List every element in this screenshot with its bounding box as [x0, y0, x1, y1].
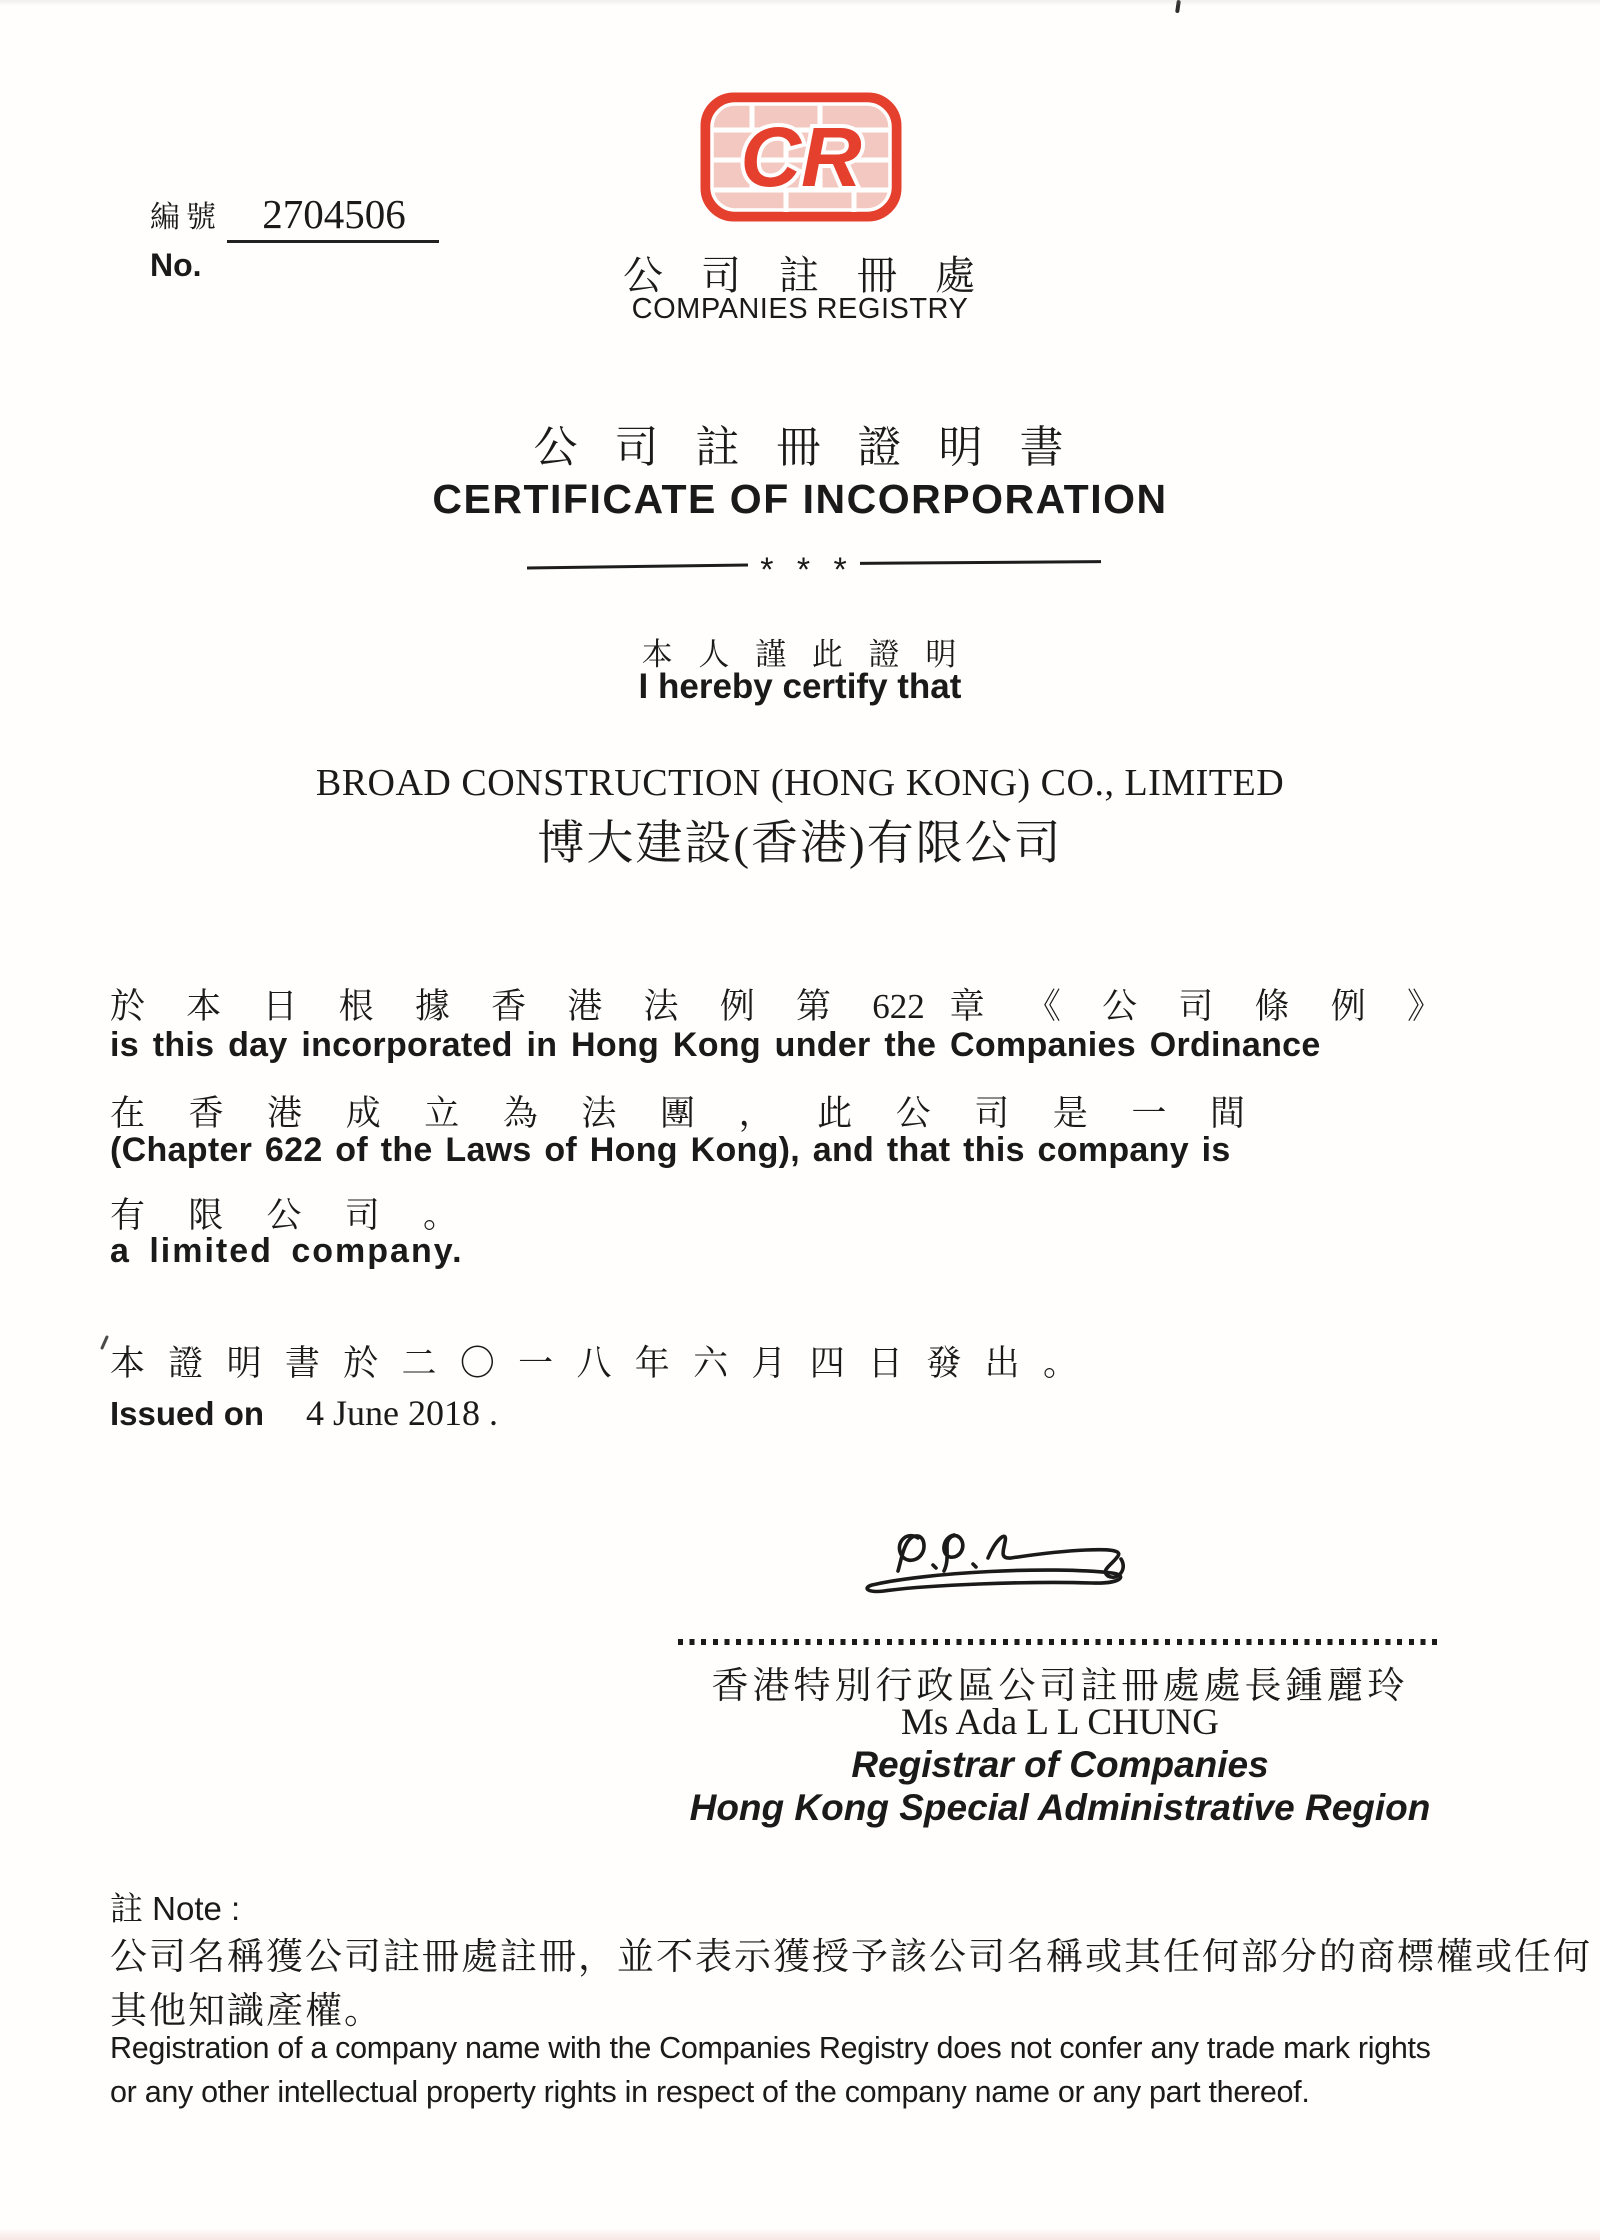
- divider-right-line: [860, 560, 1101, 565]
- scan-artifact-date-tick: [100, 1335, 109, 1350]
- registrar-name: Ms Ada L L CHUNG: [901, 1702, 1219, 1743]
- note-cn-line1: 公司名稱獲公司註冊處註冊，並不表示獲授予該公司名稱或其任何部分的商標權或任何: [110, 1937, 1592, 1978]
- registrar-region: Hong Kong Special Administrative Region: [689, 1787, 1431, 1828]
- certify-statement-cn: 本 人 謹 此 證 明: [641, 637, 959, 672]
- registrar-title-en: Registrar of Companies: [851, 1744, 1269, 1785]
- scan-noise-top-edge: [0, 0, 1600, 6]
- body-line3-cn: 有 限 公 司 。: [110, 1196, 458, 1235]
- body-line1-cn: 於 本 日 根 據 香 港 法 例 第 622 章 《 公 司 條 例 》: [110, 987, 1442, 1026]
- body-line1-en: is this day incorporated in Hong Kong under the Companies Ordinance: [110, 1026, 1321, 1064]
- note-en-line1: Registration of a company name with the Companies Registry does not confer any trade mark rights: [110, 2031, 1431, 2065]
- note-en-line2: or any other intellectual property rights in respect of the company name or any part thereof.: [110, 2075, 1310, 2109]
- body-line2-cn: 在 香 港 成 立 為 法 團 ， 此 公 司 是 一 間: [110, 1094, 1245, 1133]
- certificate-number-value: 2704506: [262, 191, 406, 237]
- note-label: 註 Note :: [110, 1890, 241, 1927]
- divider-left-line: [527, 563, 748, 569]
- body-line2-en: (Chapter 622 of the Laws of Hong Kong), and that this company is: [110, 1131, 1231, 1169]
- registrar-title-cn: 香港特別行政區公司註冊處處長鍾麗玲: [711, 1666, 1409, 1707]
- certificate-title-cn: 公 司 註 冊 證 明 書: [533, 423, 1067, 472]
- body-line3-en: a limited company.: [110, 1232, 464, 1270]
- issue-date-cn: 本 證 明 書 於 二 〇 一 八 年 六 月 四 日 發 出 。: [110, 1344, 1078, 1383]
- signature-dotted-line: [678, 1639, 1443, 1645]
- registrar-signature: [856, 1512, 1178, 1616]
- company-name-cn: 博大建設(香港)有限公司: [537, 818, 1063, 870]
- company-name-en: BROAD CONSTRUCTION (HONG KONG) CO., LIMITED: [315, 762, 1285, 804]
- certify-statement-en: I hereby certify that: [638, 667, 962, 706]
- companies-registry-logo: [700, 92, 902, 222]
- certificate-number-label-cn: 編號: [150, 201, 222, 234]
- scan-noise-bottom-edge: [0, 2228, 1600, 2240]
- certificate-number-underline: [227, 240, 439, 243]
- note-cn-line2: 其他知識產權。: [110, 1991, 383, 2032]
- logo-cr-text: CR: [740, 110, 862, 204]
- registry-name-cn: 公 司 註 冊 處: [623, 253, 977, 298]
- certificate-title-en: CERTIFICATE OF INCORPORATION: [432, 476, 1168, 522]
- issued-on-label: Issued on: [110, 1395, 265, 1432]
- issue-date-value: 4 June 2018 .: [306, 1393, 499, 1433]
- divider-stars: * * *: [760, 551, 854, 589]
- registry-name-en: COMPANIES REGISTRY: [631, 293, 969, 325]
- issue-date-row: [110, 1392, 498, 1434]
- certificate-number-label-en: No.: [150, 247, 202, 283]
